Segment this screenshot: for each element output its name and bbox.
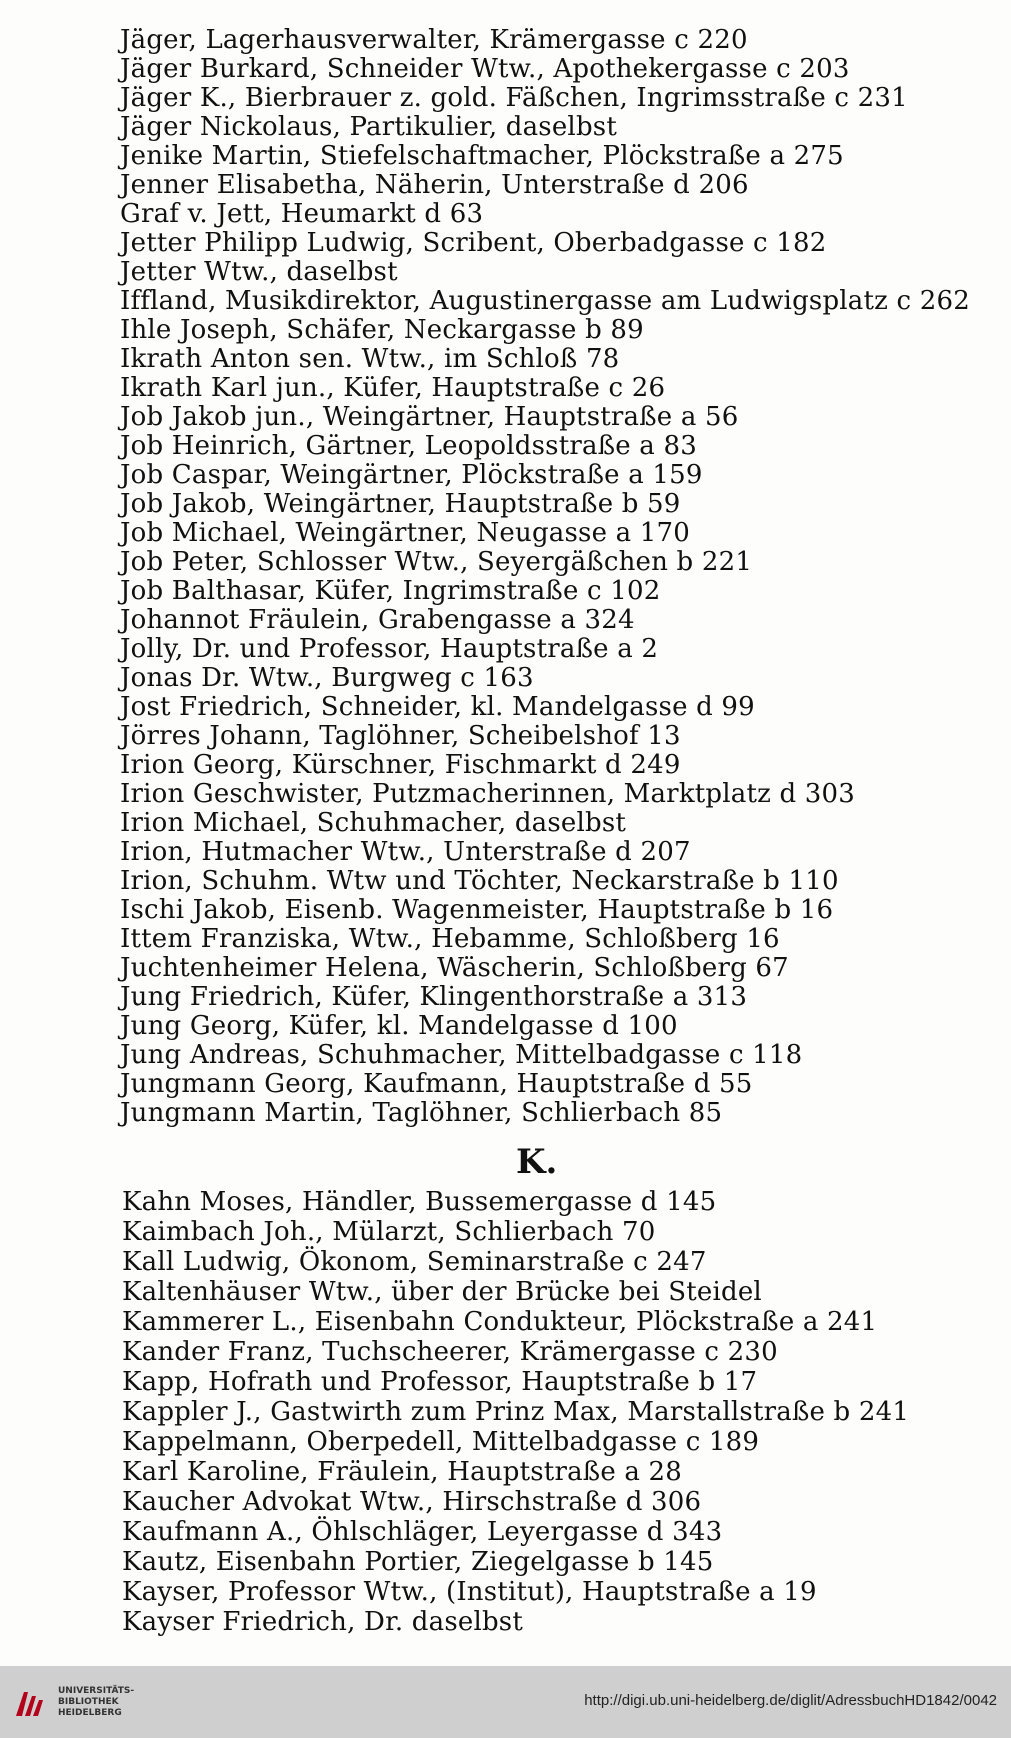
directory-entry: Jungmann Georg, Kaufmann, Hauptstraße d 55 <box>120 1069 753 1099</box>
directory-entry: Job Jakob, Weingärtner, Hauptstraße b 59 <box>120 489 681 519</box>
directory-entry: Job Heinrich, Gärtner, Leopoldsstraße a 83 <box>120 431 697 461</box>
directory-entry: Jetter Philipp Ludwig, Scribent, Oberbadgasse c 182 <box>120 228 827 258</box>
address-list-k <box>122 1187 982 1637</box>
directory-entry: Jungmann Martin, Taglöhner, Schlierbach 85 <box>120 1098 723 1128</box>
directory-entry: Jung Friedrich, Küfer, Klingenthorstraße a 313 <box>120 982 748 1012</box>
directory-entry: Irion, Schuhm. Wtw und Töchter, Neckarstraße b 110 <box>120 866 839 896</box>
directory-entry: Kaufmann A., Öhlschläger, Leyergasse d 343 <box>122 1517 723 1547</box>
directory-entry: Kautz, Eisenbahn Portier, Ziegelgasse b 145 <box>122 1547 714 1577</box>
directory-entry: Job Jakob jun., Weingärtner, Hauptstraße a 56 <box>120 402 739 432</box>
directory-entry: Jenner Elisabetha, Näherin, Unterstraße d 206 <box>120 170 749 200</box>
directory-entry: Jäger K., Bierbrauer z. gold. Fäßchen, Ingrimsstraße c 231 <box>120 83 908 113</box>
directory-entry: Ikrath Karl jun., Küfer, Hauptstraße c 26 <box>120 373 666 403</box>
directory-entry: Jäger Nickolaus, Partikulier, daselbst <box>120 112 617 142</box>
directory-entry: Jäger Burkard, Schneider Wtw., Apothekergasse c 203 <box>120 54 850 84</box>
logo-line-1: UNIVERSITÄTS- <box>58 1686 135 1696</box>
directory-entry: Ischi Jakob, Eisenb. Wagenmeister, Hauptstraße b 16 <box>120 895 834 925</box>
directory-entry: Johannot Fräulein, Grabengasse a 324 <box>120 605 635 635</box>
directory-entry: Ihle Joseph, Schäfer, Neckargasse b 89 <box>120 315 644 345</box>
directory-entry: Kander Franz, Tuchscheerer, Krämergasse c 230 <box>122 1337 778 1367</box>
directory-entry: Irion, Hutmacher Wtw., Unterstraße d 207 <box>120 837 691 867</box>
directory-entry: Jost Friedrich, Schneider, kl. Mandelgasse d 99 <box>120 692 755 722</box>
directory-entry: Ikrath Anton sen. Wtw., im Schloß 78 <box>120 344 620 374</box>
directory-entry: Jung Georg, Küfer, kl. Mandelgasse d 100 <box>120 1011 678 1041</box>
directory-entry: Jetter Wtw., daselbst <box>120 257 398 287</box>
university-library-logo-icon <box>14 1686 48 1720</box>
logo-line-2: BIBLIOTHEK <box>58 1697 119 1707</box>
directory-entry: Karl Karoline, Fräulein, Hauptstraße a 28 <box>122 1457 683 1487</box>
directory-entry: Ittem Franziska, Wtw., Hebamme, Schloßberg 16 <box>120 924 780 954</box>
directory-entry: Job Peter, Schlosser Wtw., Seyergäßchen b 221 <box>120 547 753 577</box>
logo-line-3: HEIDELBERG <box>58 1708 122 1718</box>
source-url[interactable]: http://digi.ub.uni-heidelberg.de/diglit/AdressbuchHD1842/0042 <box>584 1692 997 1709</box>
directory-entry: Jäger, Lagerhausverwalter, Krämergasse c 220 <box>120 25 748 55</box>
directory-entry: Jonas Dr. Wtw., Burgweg c 163 <box>120 663 534 693</box>
directory-entry: Kammerer L., Eisenbahn Condukteur, Plöckstraße a 241 <box>122 1307 878 1337</box>
directory-entry: Kahn Moses, Händler, Bussemergasse d 145 <box>122 1187 717 1217</box>
directory-entry: Jung Andreas, Schuhmacher, Mittelbadgasse c 118 <box>120 1040 803 1070</box>
directory-entry: Jolly, Dr. und Professor, Hauptstraße a 2 <box>120 634 659 664</box>
directory-entry: Kayser Friedrich, Dr. daselbst <box>122 1607 524 1637</box>
directory-entry: Irion Georg, Kürschner, Fischmarkt d 249 <box>120 750 681 780</box>
directory-entry: Kaltenhäuser Wtw., über der Brücke bei Steidel <box>122 1277 762 1307</box>
section-heading-k: K. <box>516 1142 558 1182</box>
directory-entry: Jörres Johann, Taglöhner, Scheibelshof 13 <box>120 721 681 751</box>
directory-entry: Irion Geschwister, Putzmacherinnen, Marktplatz d 303 <box>120 779 856 809</box>
directory-entry: Kapp, Hofrath und Professor, Hauptstraße b 17 <box>122 1367 758 1397</box>
library-logo-text <box>58 1686 134 1719</box>
address-list-i-j <box>120 26 980 1128</box>
directory-entry: Job Caspar, Weingärtner, Plöckstraße a 159 <box>120 460 703 490</box>
directory-entry: Kappelmann, Oberpedell, Mittelbadgasse c 189 <box>122 1427 760 1457</box>
directory-entry: Kall Ludwig, Ökonom, Seminarstraße c 247 <box>122 1247 707 1277</box>
directory-entry: Kayser, Professor Wtw., (Institut), Hauptstraße a 19 <box>122 1577 817 1607</box>
directory-entry: Kaucher Advokat Wtw., Hirschstraße d 306 <box>122 1487 702 1517</box>
directory-entry: Kappler J., Gastwirth zum Prinz Max, Marstallstraße b 241 <box>122 1397 910 1427</box>
directory-entry: Job Balthasar, Küfer, Ingrimstraße c 102 <box>120 576 661 606</box>
directory-entry: Irion Michael, Schuhmacher, daselbst <box>120 808 627 838</box>
directory-entry: Job Michael, Weingärtner, Neugasse a 170 <box>120 518 691 548</box>
directory-entry: Jenike Martin, Stiefelschaftmacher, Plöckstraße a 275 <box>120 141 844 171</box>
directory-entry: Kaimbach Joh., Mülarzt, Schlierbach 70 <box>122 1217 656 1247</box>
viewer-footer <box>0 1666 1011 1738</box>
directory-entry: Juchtenheimer Helena, Wäscherin, Schloßberg 67 <box>120 953 789 983</box>
directory-entry: Iffland, Musikdirektor, Augustinergasse am Ludwigsplatz c 262 <box>120 286 970 316</box>
directory-entry: Graf v. Jett, Heumarkt d 63 <box>120 199 484 229</box>
